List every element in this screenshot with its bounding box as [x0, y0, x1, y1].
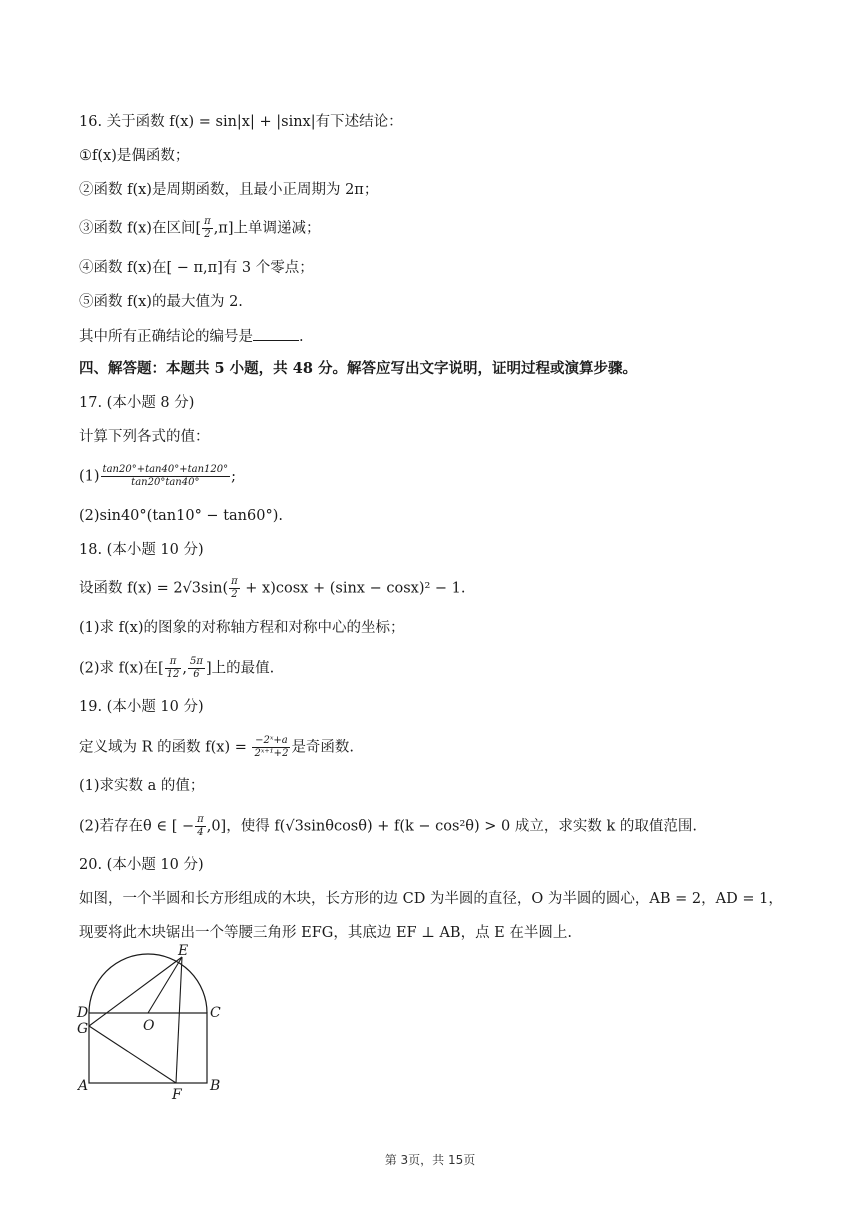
- fraction: $\frac{\tan 20^\circ+\tan 40^\circ+\tan 120^\circ}{\tan 20^\circ\tan 40^\circ}$: [102, 464, 229, 488]
- label-F: F: [172, 1087, 182, 1103]
- fraction: $\frac{5\pi}{6}$: [190, 656, 203, 680]
- answer-blank: [253, 326, 299, 341]
- q16-option-4: ④函数 f(x)在[ − π,π]有 3 个零点；: [79, 260, 314, 276]
- q16-option-2: ②函数 f(x)是周期函数，且最小正周期为 2π；: [79, 182, 379, 198]
- segment-GF: [89, 1026, 176, 1083]
- q16-option-3: [79, 216, 321, 241]
- label-C: C: [210, 1005, 221, 1021]
- fraction: $\frac{\text{−2ˣ+a}}{\text{2ˣ⁺¹+2}}$: [254, 735, 289, 759]
- segment-OE: [148, 957, 182, 1013]
- segment-EG: [89, 957, 182, 1026]
- q19-head: 19. (本小题 10 分): [79, 699, 204, 715]
- q17-head: 17. (本小题 8 分): [79, 395, 195, 411]
- fraction: $\frac{\pi}{4}$: [197, 814, 204, 838]
- q16-ask: 其中所有正确结论的编号是 .: [79, 326, 304, 347]
- fraction: $\frac{\pi}{2}$: [231, 576, 238, 600]
- q16-stem: 16. 关于函数 f(x) = sin|x| + |sinx|有下述结论：: [79, 114, 403, 130]
- q16-option-1: ①f(x)是偶函数；: [79, 148, 190, 164]
- q16-option-3-post: ,π]上单调递减；: [213, 220, 321, 237]
- q18-stem: 设函数 f(x) = 2√3sin( $\frac{\pi}{2}$ + x)cosx + (sinx − cosx)² − 1.: [79, 576, 466, 600]
- fraction: $\frac{\pi}{12}$: [166, 656, 180, 680]
- q17-part-2: (2)sin40°(tan10° − tan60°).: [79, 508, 283, 524]
- page-footer: 第 3页，共 15页: [384, 1153, 476, 1167]
- section-header: 四、解答题：本题共 5 小题，共 48 分。解答应写出文字说明，证明过程或演算步骤。: [79, 360, 637, 377]
- semicircle: [89, 954, 207, 1013]
- q18-part-1: (1)求 f(x)的图象的对称轴方程和对称中心的坐标；: [79, 620, 405, 636]
- label-D: D: [77, 1005, 89, 1021]
- geometry-figure: [72, 944, 232, 1104]
- q17-part-1: (1) $\frac{\tan 20^\circ+\tan 40^\circ+\tan 120^\circ}{\tan 20^\circ\tan 40^\circ}$ ;: [79, 464, 236, 488]
- label-A: A: [78, 1078, 89, 1094]
- q18-part-2: (2)求 f(x)在[ $\frac{\pi}{12}$ , $\frac{5\pi}{6}$ ]上的最值.: [79, 656, 275, 680]
- q16-option-5: ⑤函数 f(x)的最大值为 2.: [79, 294, 243, 310]
- q17-stem: 计算下列各式的值：: [79, 429, 210, 445]
- label-B: B: [210, 1078, 221, 1094]
- q20-line-2: 现要将此木块锯出一个等腰三角形 EFG，其底边 EF ⊥ AB，点 E 在半圆上.: [79, 925, 572, 941]
- q19-part-1: (1)求实数 a 的值；: [79, 778, 205, 794]
- q19-part-2: (2)若存在θ ∈ [ − $\frac{\pi}{4}$ ,0]，使得 f(√3sinθcosθ) + f(k − cos²θ) > 0 成立，求实数 k 的取值范围.: [79, 814, 697, 838]
- q19-stem: 定义域为 R 的函数 f(x) = $\frac{\text{−2ˣ+a}}{\text{2ˣ⁺¹+2}}$ 是奇函数.: [79, 735, 355, 759]
- q20-line-1: 如图，一个半圆和长方形组成的木块，长方形的边 CD 为半圆的直径，O 为半圆的圆心，AB = 2，AD = 1，: [79, 891, 783, 907]
- q18-head: 18. (本小题 10 分): [79, 542, 204, 558]
- label-E: E: [178, 944, 189, 959]
- q20-head: 20. (本小题 10 分): [79, 857, 204, 873]
- q16-option-3-pre: ③函数 f(x)在区间[: [79, 220, 202, 237]
- fraction: $\frac{\pi}{2}$: [204, 216, 211, 240]
- label-G: G: [77, 1021, 89, 1037]
- label-O: O: [143, 1018, 155, 1034]
- segment-EF: [176, 957, 182, 1083]
